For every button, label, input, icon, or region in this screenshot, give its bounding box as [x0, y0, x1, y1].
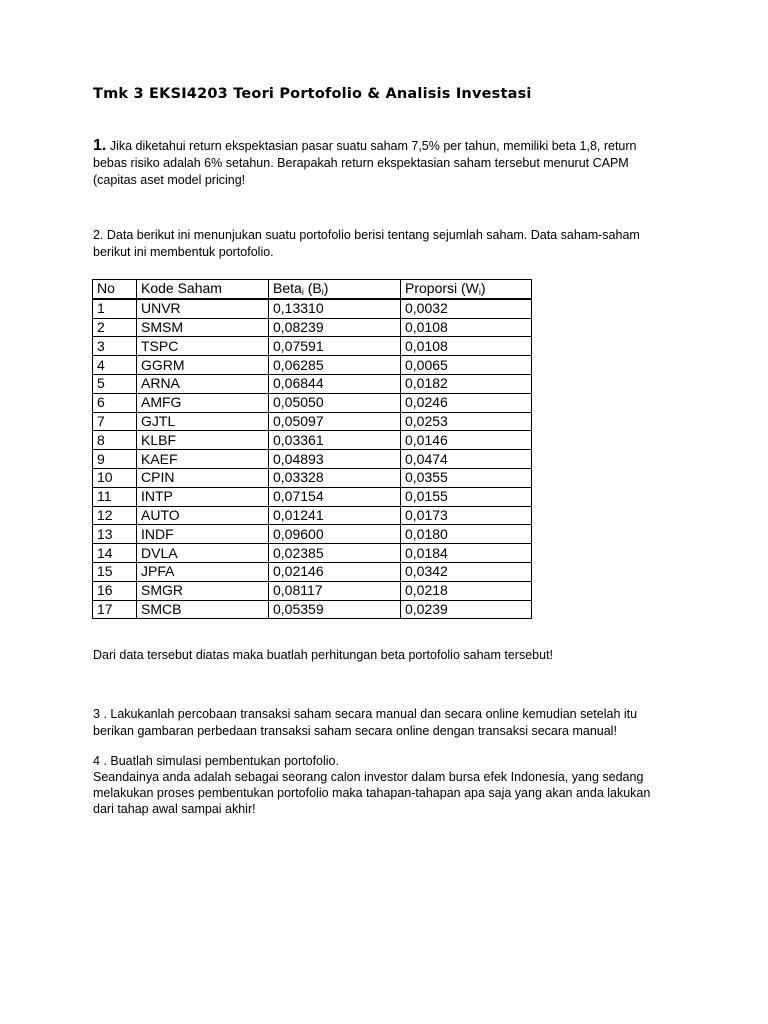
- header-proporsi-label: Proporsi (W: [405, 280, 479, 297]
- header-beta-sub: i: [301, 287, 304, 298]
- cell-proporsi: 0,0474: [401, 450, 532, 469]
- cell-proporsi: 0,0253: [401, 412, 532, 431]
- cell-beta: 0,06844: [269, 374, 401, 393]
- cell-kode-saham: GJTL: [137, 412, 269, 431]
- header-beta-close: ): [323, 280, 329, 297]
- question-4-line-3: melakukan proses pembentukan portofolio maka tahapan-tahapan apa saja yang akan anda lakukan: [93, 786, 651, 800]
- table-row: [93, 506, 532, 525]
- cell-kode-saham: CPIN: [137, 468, 269, 487]
- question-4-line-4: dari tahap awal sampai akhir!: [93, 802, 256, 816]
- table-row: [93, 393, 532, 412]
- cell-no: 14: [93, 544, 137, 563]
- cell-proporsi: 0,0108: [401, 337, 532, 356]
- cell-kode-saham: INDF: [137, 525, 269, 544]
- table-row: [93, 337, 532, 356]
- cell-beta: 0,04893: [269, 450, 401, 469]
- cell-beta: 0,13310: [269, 299, 401, 318]
- cell-no: 16: [93, 581, 137, 600]
- cell-proporsi: 0,0218: [401, 581, 532, 600]
- question-4-line-1: 4 . Buatlah simulasi pembentukan portofolio.: [93, 754, 339, 768]
- cell-beta: 0,05097: [269, 412, 401, 431]
- cell-proporsi: 0,0065: [401, 356, 532, 375]
- cell-proporsi: 0,0184: [401, 544, 532, 563]
- cell-kode-saham: JPFA: [137, 562, 269, 581]
- cell-proporsi: 0,0155: [401, 487, 532, 506]
- cell-proporsi: 0,0032: [401, 299, 532, 318]
- portfolio-table: [92, 279, 532, 619]
- question-2-instruction: [93, 647, 703, 664]
- question-3-line-2: berikan gambaran perbedaan transaksi saham secara online dengan transaksi secara manual!: [93, 724, 617, 738]
- cell-proporsi: 0,0342: [401, 562, 532, 581]
- question-2-line-2: berikut ini membentuk portofolio.: [93, 245, 274, 259]
- table-row: [93, 318, 532, 337]
- cell-kode-saham: AUTO: [137, 506, 269, 525]
- cell-beta: 0,07154: [269, 487, 401, 506]
- header-proporsi-close: ): [480, 280, 486, 297]
- cell-kode-saham: AMFG: [137, 393, 269, 412]
- cell-proporsi: 0,0108: [401, 318, 532, 337]
- cell-beta: 0,03328: [269, 468, 401, 487]
- question-1-line-2: bebas risiko adalah 6% setahun. Berapakah return ekspektasian saham tersebut menurut CAPM: [93, 156, 629, 170]
- question-1-line-3: (capitas aset model pricing!: [93, 173, 246, 187]
- question-2-line-1: 2. Data berikut ini menunjukan suatu portofolio berisi tentang sejumlah saham. Data saham-saham: [93, 228, 640, 242]
- table-row: [93, 374, 532, 393]
- table-row: [93, 431, 532, 450]
- header-beta-label: Beta: [273, 280, 302, 297]
- cell-kode-saham: UNVR: [137, 299, 269, 318]
- table-row: [93, 544, 532, 563]
- cell-no: 17: [93, 600, 137, 619]
- cell-no: 12: [93, 506, 137, 525]
- table-row: [93, 525, 532, 544]
- cell-proporsi: 0,0173: [401, 506, 532, 525]
- cell-no: 9: [93, 450, 137, 469]
- cell-kode-saham: TSPC: [137, 337, 269, 356]
- cell-kode-saham: SMSM: [137, 318, 269, 337]
- table-row: [93, 487, 532, 506]
- header-beta: [269, 280, 401, 299]
- cell-kode-saham: GGRM: [137, 356, 269, 375]
- table-row: [93, 562, 532, 581]
- cell-beta: 0,02385: [269, 544, 401, 563]
- cell-kode-saham: ARNA: [137, 374, 269, 393]
- question-1: [93, 137, 703, 189]
- cell-beta: 0,09600: [269, 525, 401, 544]
- cell-kode-saham: KLBF: [137, 431, 269, 450]
- cell-no: 5: [93, 374, 137, 393]
- question-4: [93, 753, 703, 817]
- cell-no: 1: [93, 299, 137, 318]
- question-1-text-1: Jika diketahui return ekspektasian pasar suatu saham 7,5% per tahun, memiliki beta 1,8, return: [106, 139, 637, 153]
- cell-no: 8: [93, 431, 137, 450]
- cell-kode-saham: KAEF: [137, 450, 269, 469]
- cell-beta: 0,05050: [269, 393, 401, 412]
- cell-proporsi: 0,0146: [401, 431, 532, 450]
- cell-beta: 0,01241: [269, 506, 401, 525]
- question-1-line-1: [93, 137, 703, 155]
- header-no: No: [93, 280, 137, 299]
- cell-kode-saham: SMCB: [137, 600, 269, 619]
- header-proporsi: [401, 280, 532, 299]
- table-row: [93, 450, 532, 469]
- cell-proporsi: 0,0180: [401, 525, 532, 544]
- table-header-row: [93, 280, 532, 299]
- cell-proporsi: 0,0355: [401, 468, 532, 487]
- question-4-line-2: Seandainya anda adalah sebagai seorang calon investor dalam bursa efek Indonesia, yang sedang: [93, 770, 644, 784]
- cell-kode-saham: SMGR: [137, 581, 269, 600]
- table-row: [93, 412, 532, 431]
- table-row: [93, 356, 532, 375]
- cell-no: 7: [93, 412, 137, 431]
- cell-no: 11: [93, 487, 137, 506]
- table-row: [93, 581, 532, 600]
- table-body: [93, 299, 532, 619]
- header-beta-paren: (B: [303, 280, 322, 297]
- cell-proporsi: 0,0239: [401, 600, 532, 619]
- cell-beta: 0,06285: [269, 356, 401, 375]
- table-row: [93, 299, 532, 318]
- header-kode-saham: Kode Saham: [137, 280, 269, 299]
- cell-no: 2: [93, 318, 137, 337]
- cell-no: 10: [93, 468, 137, 487]
- header-proporsi-sub: i: [478, 287, 481, 298]
- document-title: Tmk 3 EKSI4203 Teori Portofolio & Analisis Investasi: [93, 86, 532, 102]
- cell-beta: 0,03361: [269, 431, 401, 450]
- table-row: [93, 600, 532, 619]
- cell-no: 4: [93, 356, 137, 375]
- question-2: [93, 227, 703, 261]
- question-3-line-1: 3 . Lakukanlah percobaan transaksi saham secara manual dan secara online kemudian setelah itu: [93, 707, 638, 721]
- cell-beta: 0,08117: [269, 581, 401, 600]
- cell-kode-saham: INTP: [137, 487, 269, 506]
- table-row: [93, 468, 532, 487]
- cell-no: 15: [93, 562, 137, 581]
- cell-beta: 0,07591: [269, 337, 401, 356]
- question-1-number: 1.: [93, 137, 107, 154]
- cell-beta: 0,02146: [269, 562, 401, 581]
- cell-proporsi: 0,0246: [401, 393, 532, 412]
- cell-no: 3: [93, 337, 137, 356]
- cell-proporsi: 0,0182: [401, 374, 532, 393]
- cell-no: 6: [93, 393, 137, 412]
- question-3: [93, 706, 703, 740]
- question-2-instruction-text: Dari data tersebut diatas maka buatlah perhitungan beta portofolio saham tersebut!: [93, 648, 554, 662]
- header-beta-paren-sub: i: [321, 287, 324, 298]
- cell-no: 13: [93, 525, 137, 544]
- cell-beta: 0,05359: [269, 600, 401, 619]
- cell-beta: 0,08239: [269, 318, 401, 337]
- cell-kode-saham: DVLA: [137, 544, 269, 563]
